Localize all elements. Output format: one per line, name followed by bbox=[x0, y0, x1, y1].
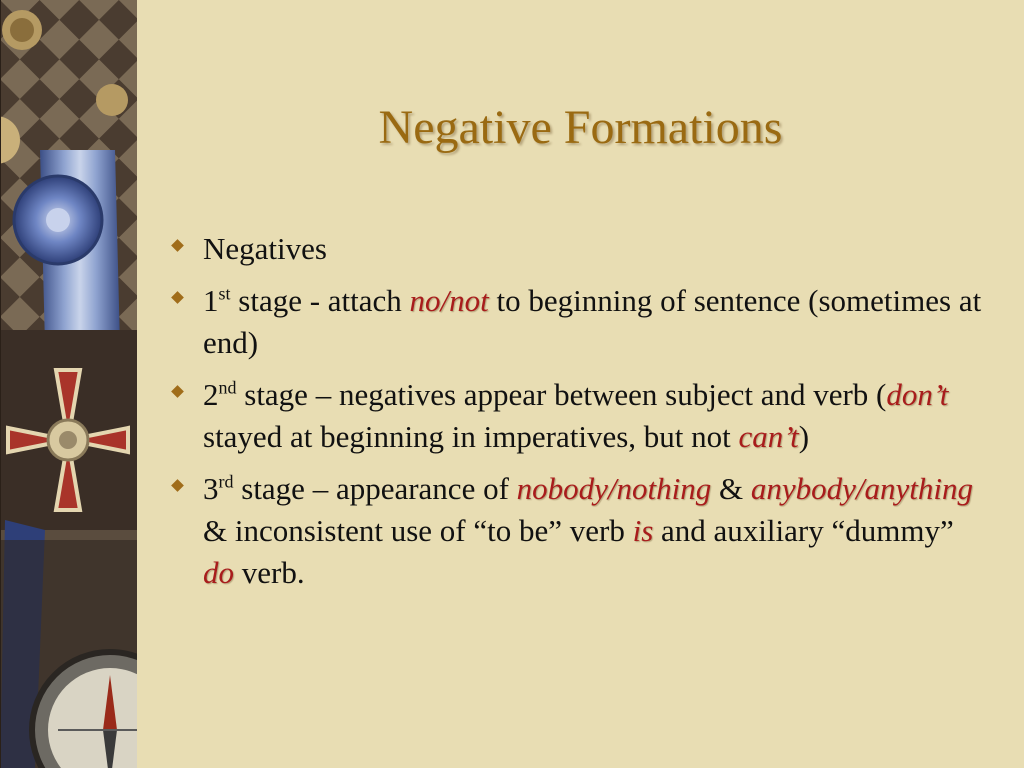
diamond-bullet-icon bbox=[171, 291, 184, 304]
highlighted-term: no/not bbox=[409, 283, 489, 318]
bullet-item bbox=[170, 468, 990, 594]
diamond-bullet-icon bbox=[171, 239, 184, 252]
bullet-text: 1 bbox=[203, 283, 219, 318]
bullet-text: 3 bbox=[203, 471, 219, 506]
bullet-text: verb. bbox=[234, 555, 305, 590]
bullet-item bbox=[170, 228, 990, 270]
bullet-text: & inconsistent use of “to be” verb bbox=[203, 513, 633, 548]
highlighted-term: nobody/nothing bbox=[516, 471, 712, 506]
slide-title: Negative Formations bbox=[378, 101, 783, 154]
ordinal-suffix: rd bbox=[218, 471, 234, 492]
diamond-bullet-icon bbox=[171, 479, 184, 492]
medal-compass-decoration bbox=[0, 0, 137, 768]
bullet-text: and auxiliary “dummy” bbox=[653, 513, 954, 548]
highlighted-term: is bbox=[632, 513, 654, 548]
ordinal-suffix: st bbox=[218, 283, 231, 304]
bullet-text: stage – negatives appear between subject and verb ( bbox=[236, 377, 887, 412]
bullet-item bbox=[170, 374, 990, 458]
diamond-bullet-icon bbox=[171, 385, 184, 398]
bullet-text: to beginning of sentence (sometimes at end) bbox=[203, 283, 982, 360]
bullet-text: stage – appearance of bbox=[233, 471, 517, 506]
bullet-text: 2 bbox=[203, 377, 219, 412]
bullet-text: stage - attach bbox=[230, 283, 410, 318]
bullet-text: Negatives bbox=[203, 231, 327, 266]
bullet-text: stayed at beginning in imperatives, but not bbox=[203, 419, 739, 454]
bullet-item bbox=[170, 280, 990, 364]
highlighted-term: don’t bbox=[886, 377, 949, 412]
bullet-list bbox=[170, 228, 990, 604]
bullet-text: & bbox=[711, 471, 751, 506]
highlighted-term: do bbox=[203, 555, 234, 590]
ordinal-suffix: nd bbox=[218, 377, 237, 398]
bullet-text: ) bbox=[798, 419, 810, 454]
highlighted-term: anybody/anything bbox=[750, 471, 974, 506]
highlighted-term: can’t bbox=[738, 419, 799, 454]
